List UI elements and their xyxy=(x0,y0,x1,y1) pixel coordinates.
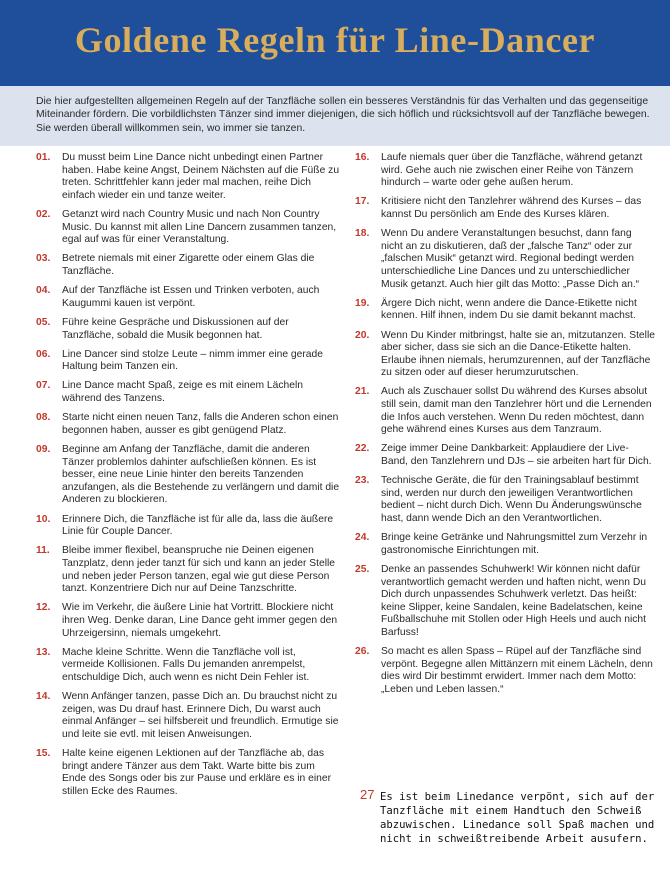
rule-number: 10. xyxy=(36,513,51,525)
rule-text: Kritisiere nicht den Tanzlehrer während des Kurses – das kannst Du persönlich am Ende des Kurses klären. xyxy=(381,196,642,220)
rule-text: Wenn Du Kinder mitbringst, halte sie an, mitzutanzen. Stelle aber sicher, dass sie sich an die Dance-Etikette halten. Erlaube ihnen niemals, herumzurennen, auf der Tanzfläche zu sitzen oder auf dieser herumzurutschen. xyxy=(381,329,655,379)
rule-item xyxy=(36,152,340,202)
rule-item xyxy=(36,412,340,437)
rule-item xyxy=(36,209,340,247)
rule-item xyxy=(355,298,655,323)
rule-number: 09. xyxy=(36,444,51,456)
rule-item xyxy=(36,602,340,640)
rule-number: 11. xyxy=(36,545,50,557)
rule-number: 14. xyxy=(36,691,51,703)
rule-text: Bleibe immer flexibel, beanspruche nie Deinen eigenen Tanzplatz, denn jeder tanzt für sich und kann an jeder Stelle und neben jeder Person tanzen, egal wie gut diese Person tanzt. Konzentriere Dich nur auf Deine Tanzschritte. xyxy=(62,545,336,595)
rule-number: 22. xyxy=(355,443,370,455)
rule-number: 17. xyxy=(355,196,370,208)
rule-item xyxy=(36,317,340,342)
rule-item xyxy=(355,475,655,525)
rule-27-text: Es ist beim Linedance verpönt, sich auf der Tanzfläche mit einem Handtuch den Schweiß abzuwischen. Linedance soll Spaß machen und nicht in schweißtreibende Arbeit ausufern. xyxy=(380,791,655,845)
rule-text: Zeige immer Deine Dankbarkeit: Applaudiere der Live-Band, den Tanzlehrern und DJs – sie arbeiten hart für Dich. xyxy=(381,443,652,468)
rule-number: 08. xyxy=(36,412,51,424)
rule-text: Mache kleine Schritte. Wenn die Tanzfläche voll ist, vermeide Kollisionen. Falls Du jemanden anrempelst, entschuldige Dich, auch wenn es nicht Dein Fehler ist. xyxy=(62,646,310,683)
rule-item xyxy=(36,748,340,798)
rule-text: Auf der Tanzfläche ist Essen und Trinken verboten, auch Kaugummi kauen ist verpönt. xyxy=(62,285,320,309)
title-banner xyxy=(0,0,670,86)
rule-item xyxy=(355,152,655,190)
rule-number: 20. xyxy=(355,329,370,341)
rules-column-right xyxy=(355,152,655,703)
rule-item xyxy=(36,253,340,278)
rule-text: Führe keine Gespräche und Diskussionen auf der Tanzfläche, sobald die Musik begonnen hat. xyxy=(62,316,289,341)
rule-item xyxy=(355,386,655,436)
rule-number: 13. xyxy=(36,646,51,658)
rule-item xyxy=(355,532,655,557)
rule-text: Halte keine eigenen Lektionen auf der Tanzfläche ab, das bringt andere Tänzer aus dem Takt. Warte bitte bis zum Ende des Songs oder bis zur Pause und erkläre es in einer stillen Ecke des Raumes. xyxy=(62,748,332,797)
rule-item xyxy=(36,545,340,595)
rule-number: 06. xyxy=(36,348,51,360)
rule-text: Wenn Du andere Veranstaltungen besuchst, dann fang nicht an zu diskutieren, daß der „falsche Tanz“ oder zur „falschen Musik“ getanzt wird. Regional bedingt werden unterschiedliche Line Dances und zu unterschiedlicher Musik getanzt. Auch hier gilt das Motto: „Passe Dich an.“ xyxy=(381,228,640,290)
rule-number: 18. xyxy=(355,228,370,240)
rule-item xyxy=(355,196,655,221)
rule-text: Wie im Verkehr, die äußere Linie hat Vortritt. Blockiere nicht ihren Weg. Denke daran, Line Dance geht immer gegen den Uhrzeigersinn, niemals umgekehrt. xyxy=(62,602,338,639)
rule-number: 19. xyxy=(355,297,370,309)
rule-text: Du musst beim Line Dance nicht unbedingt einen Partner haben. Habe keine Angst, Deinem Nächsten auf die Füße zu treten. Schrittfehler kann jeder mal machen, reihe Dich einfach wieder ein und tanze weiter. xyxy=(62,152,340,201)
rule-number: 24. xyxy=(355,532,370,544)
rule-text: Ärgere Dich nicht, wenn andere die Dance-Etikette nicht kennen. Hilf ihnen, indem Du sie damit bekannt machst. xyxy=(381,297,637,322)
rules-column-left xyxy=(36,152,340,805)
rule-text: Bringe keine Getränke und Nahrungsmittel zum Verzehr in gastronomische Einrichtungen mit. xyxy=(381,532,648,556)
rule-item xyxy=(355,228,655,291)
rule-number: 03. xyxy=(36,253,51,265)
rule-text: Erinnere Dich, die Tanzfläche ist für alle da, lass die äußere Linie für Couple Dancer. xyxy=(62,513,334,538)
rule-text: Line Dancer sind stolze Leute – nimm immer eine gerade Haltung beim Tanzen ein. xyxy=(62,348,323,373)
rule-number: 15. xyxy=(36,748,51,760)
rule-number: 23. xyxy=(355,475,370,487)
rule-number: 04. xyxy=(36,285,51,297)
rule-text: Starte nicht einen neuen Tanz, falls die Anderen schon einen begonnen haben, ausser es gibt genügend Platz. xyxy=(62,412,339,436)
rule-text: Line Dance macht Spaß, zeige es mit einem Lächeln während des Tanzens. xyxy=(62,380,303,405)
rule-text: So macht es allen Spass – Rüpel auf der Tanzfläche sind verpönt. Begegne allen Mittänzern mit einem Lächeln, denn dies wird Dir bestimmt erwidert. Immer nach dem Motto: „Leben und Leben lassen.“ xyxy=(381,646,653,695)
rule-number: 26. xyxy=(355,646,370,658)
rule-item xyxy=(355,564,655,640)
rule-item xyxy=(355,330,655,380)
rule-27-number: 27 xyxy=(360,787,375,802)
rule-item xyxy=(36,514,340,539)
rule-text: Technische Geräte, die für den Trainingsablauf bestimmt sind, werden nur durch den jeweiligen Verantwortlichen bedient – nicht durch Dich. Wenn Du Änderungswünsche hast, dann wende Dich an den Verantwortlichen. xyxy=(381,475,642,524)
rule-item xyxy=(36,349,340,374)
rule-item xyxy=(36,691,340,741)
rule-item xyxy=(36,285,340,310)
rule-text: Getanzt wird nach Country Music und nach Non Country Music. Du kannst mit allen Line Dancern zusammen tanzen, egal auf was für einer Veranstaltung. xyxy=(62,208,337,246)
rule-number: 01. xyxy=(36,152,51,163)
rule-text: Laufe niemals quer über die Tanzfläche, während getanzt wird. Gehe auch nie zwischen einer Reihe von Tänzern hindurch – warte oder gehe außen herum. xyxy=(381,152,643,189)
rule-item xyxy=(36,647,340,685)
rule-text: Wenn Anfänger tanzen, passe Dich an. Du brauchst nicht zu zeigen, was Du drauf hast. Erinnere Dich, Du warst auch einmal Anfänger – sei hilfsbereit und freundlich. Ermutige sie und leite sie evtl. mit leisen Anweisungen. xyxy=(62,691,339,740)
rule-number: 21. xyxy=(355,386,370,398)
rule-27-note xyxy=(360,787,660,846)
rule-number: 02. xyxy=(36,208,51,220)
rule-number: 25. xyxy=(355,563,370,575)
intro-text: Die hier aufgestellten allgemeinen Regeln auf der Tanzfläche sollen ein besseres Verständnis für das Verhalten und das gegenseitige Miteinander fördern. Die vorbildlichsten Tänzer sind immer diejenigen, die sich höflich und rücksichtsvoll auf der Tanzfläche bewegen. Sie werden überall willkommen sein, wo immer sie tanzen. xyxy=(36,96,650,134)
rule-number: 07. xyxy=(36,380,51,392)
page-title: Goldene Regeln für Line-Dancer xyxy=(74,20,596,60)
rule-number: 05. xyxy=(36,316,51,328)
rule-number: 12. xyxy=(36,602,51,614)
rule-number: 16. xyxy=(355,152,370,163)
rule-text: Auch als Zuschauer sollst Du während des Kurses absolut still sein, damit man den Tanzlehrer hört und die Lernenden die Infos auch verstehen. Wenn Du reden möchtest, dann gehe während eines Kurses aus dem Tanzraum. xyxy=(381,386,652,436)
rule-item xyxy=(36,444,340,507)
rule-item xyxy=(36,380,340,405)
rule-item xyxy=(355,646,655,696)
rule-text: Beginne am Anfang der Tanzfläche, damit die anderen Tänzer problemlos dahinter aufschließen können. Es ist besser, eine neue Linie hinter den bereits Tanzenden anzufangen, als die Bestehende zu verlängern und damit die Anderen zu blockieren. xyxy=(62,444,340,506)
rule-item xyxy=(355,443,655,468)
rule-text: Denke an passendes Schuhwerk! Wir können nicht dafür verantwortlich gemacht werden und haften nicht, wenn Du Dich durch unpassendes Schuhwerk verletzt. Das heißt: keine Slipper, keine Sandalen, keine Badelatschen, keine Fußballschuhe mit Stollen oder High Heels und auch nicht Barfuss! xyxy=(381,563,647,638)
intro-box xyxy=(0,86,670,146)
rule-text: Betrete niemals mit einer Zigarette oder einem Glas die Tanzfläche. xyxy=(62,253,315,277)
